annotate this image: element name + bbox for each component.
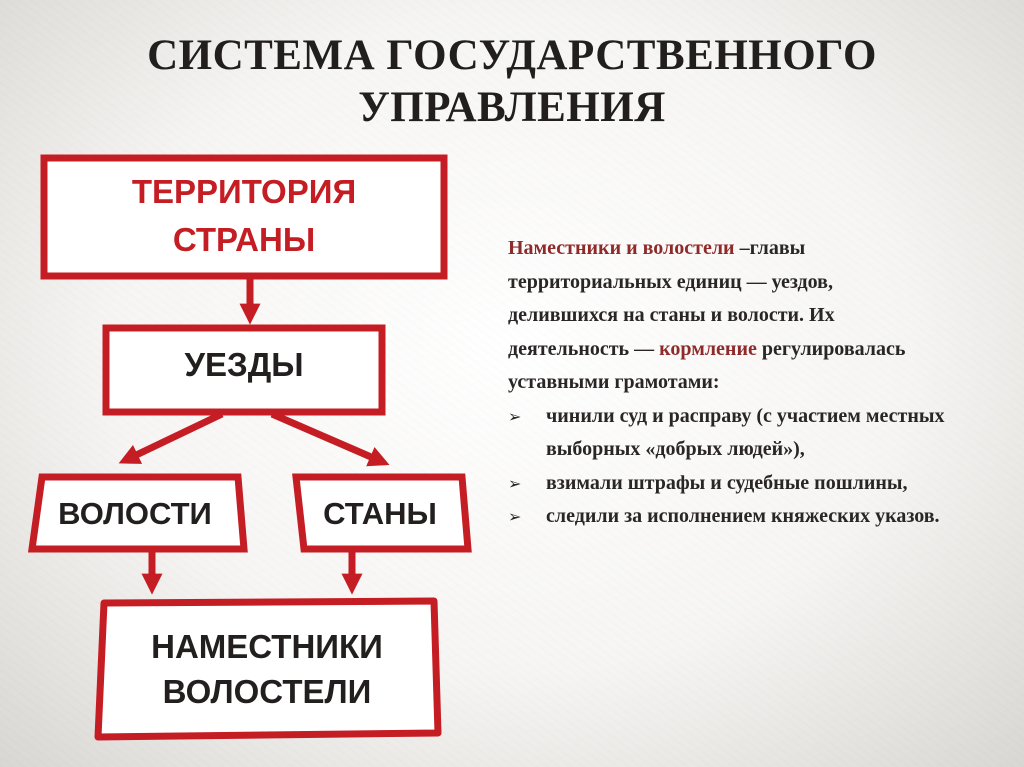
territory-label [44,168,444,264]
description-paragraph [508,232,948,400]
arrow-bullet-icon: ➢ [508,507,522,526]
list-item-text: следили за исполнением княжеских указов. [546,505,940,527]
arrow-bullet-icon: ➢ [508,406,522,426]
volosti-label: ВОЛОСТИ [58,496,212,531]
description-part-1: –главы территориальных единиц — уездов, делившихся на станы и волости. Их деятельность — [508,237,835,360]
list-item-text: взимали штрафы и судебные пошлины, [546,471,908,494]
namestniki-label-line-1: НАМЕСТНИКИ [151,628,383,665]
list-item [508,500,948,534]
list-item-text: чинили суд и расправу (с участием местных выборных «добрых людей»), [546,404,945,460]
arrow-bullet-icon: ➢ [508,473,522,493]
description-part-2: регулировалась уставными грамотами: [508,337,906,393]
list-item [508,467,948,501]
arrow-uezdy-to-stany [272,414,378,460]
list-item [508,400,948,467]
term-namestniki: Наместники и волостели [508,237,735,259]
title-line-2: УПРАВЛЕНИЯ [358,84,666,131]
title-line-1: СИСТЕМА ГОСУДАРСТВЕННОГО [147,32,877,79]
duties-list [508,400,948,534]
uezdy-label: УЕЗДЫ [184,346,304,383]
territory-label-line-1: ТЕРРИТОРИЯ [131,173,357,210]
namestniki-label [96,624,438,714]
stany-label: СТАНЫ [323,496,437,531]
term-kormlenie: кормление [659,337,757,360]
arrow-uezdy-to-volosti [130,414,222,458]
territory-label-line-2: СТРАНЫ [172,221,316,258]
namestniki-label-line-2: ВОЛОСТЕЛИ [162,673,372,710]
description-text [508,232,948,534]
